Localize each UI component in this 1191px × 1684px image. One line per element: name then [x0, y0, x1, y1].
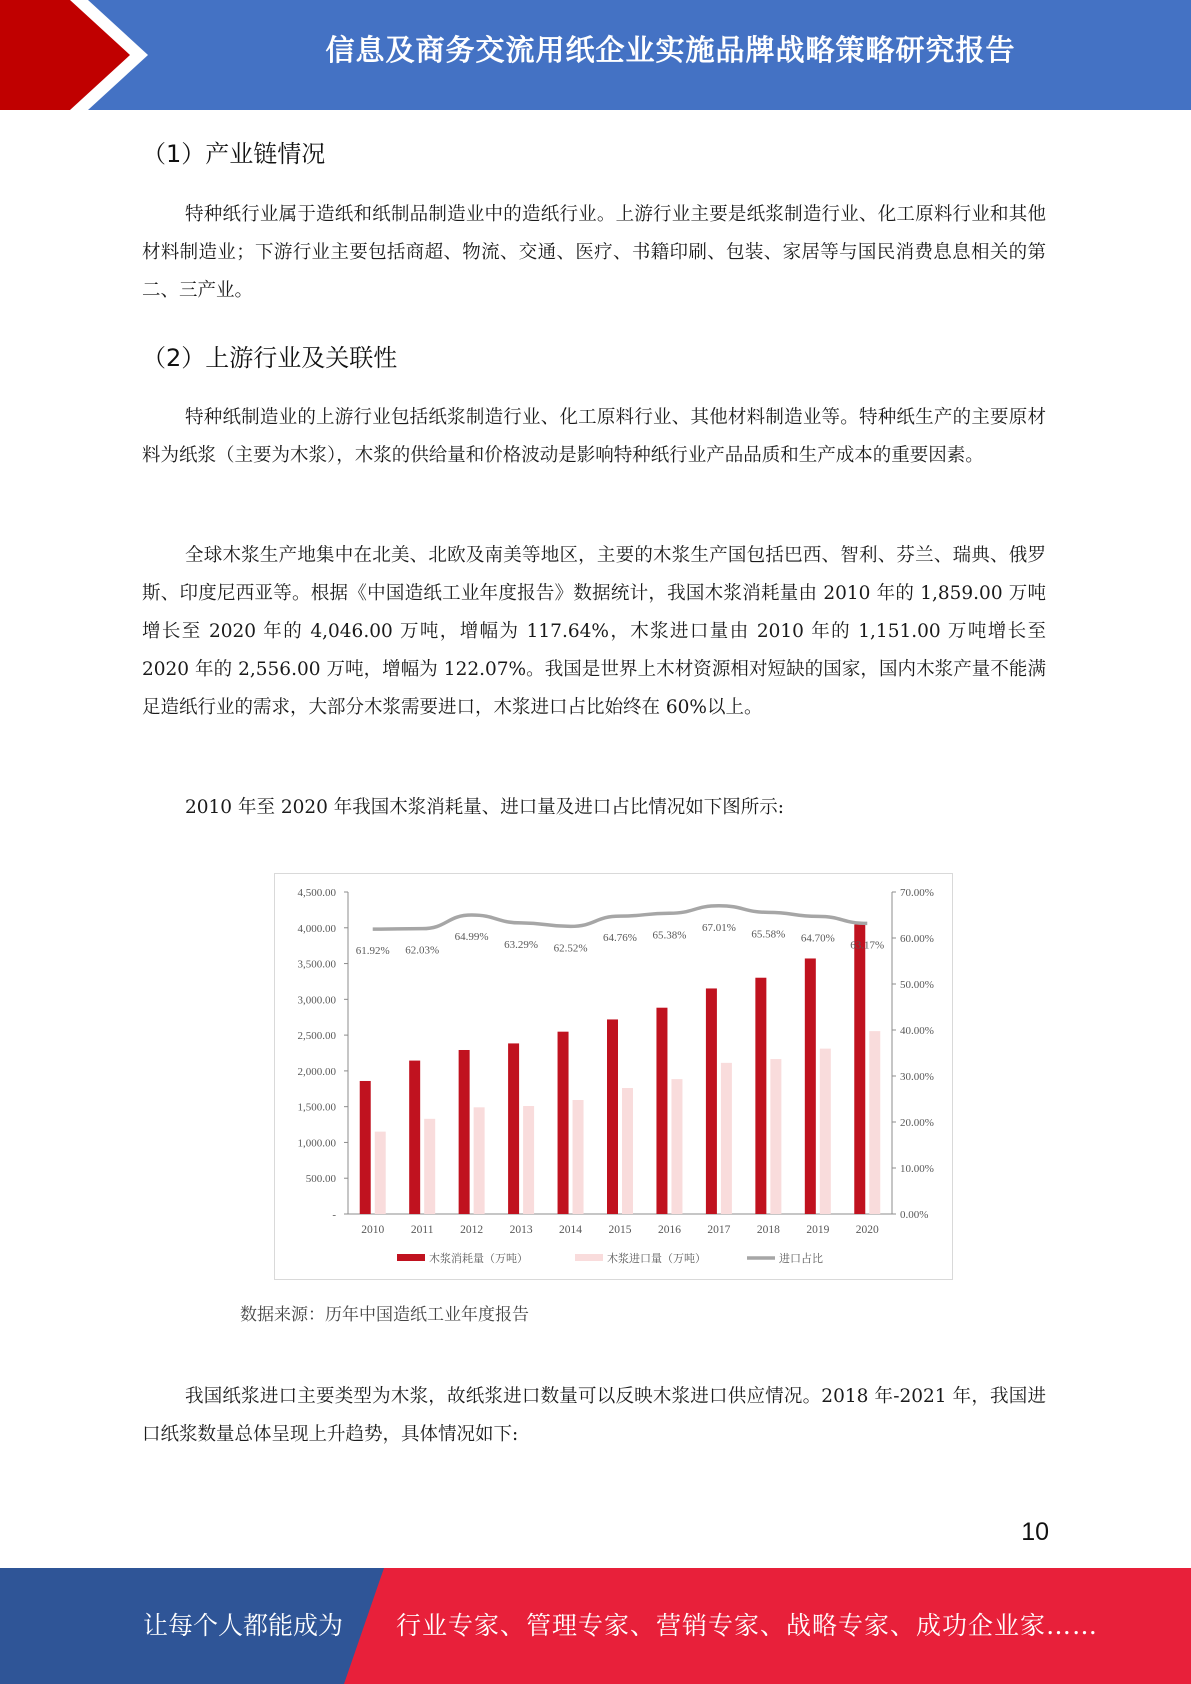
legend-label: 木浆进口量（万吨） [607, 1252, 706, 1265]
bar-consumption [805, 958, 816, 1214]
bar-consumption [508, 1043, 519, 1214]
x-axis-tick-label: 2018 [756, 1224, 780, 1236]
x-axis-tick-label: 2020 [855, 1224, 879, 1236]
bar-consumption [755, 978, 766, 1214]
header-banner [0, 0, 1191, 110]
bar-imports [721, 1063, 732, 1214]
line-import-share [373, 906, 868, 929]
right-axis-tick-label: 20.00% [900, 1117, 934, 1129]
paragraph-global-pulp: 全球木浆生产地集中在北美、北欧及南美等地区，主要的木浆生产国包括巴西、智利、芬兰、瑞典、俄罗斯、印度尼西亚等。根据《中国造纸工业年度报告》数据统计，我国木浆消耗量由 2010 年的 1,859.00 万吨增长至 2020 年的 4,046.00 万吨，增幅为 117.64%，木浆进口量由 2010 年的 1,151.00 万吨增长至 2020 年的 2,556.00 万吨，增幅为 122.07%。我国是世界上木材资源相对短缺的国家，国内木浆产量不能满足造纸行业的需求，大部分木浆需要进口，木浆进口占比始终在 60%以上。 [142, 545, 1046, 718]
bar-imports [474, 1107, 485, 1214]
line-data-label: 62.03% [405, 944, 440, 957]
data-source-note: 数据来源：历年中国造纸工业年度报告 [240, 1305, 529, 1325]
paragraph-chart-intro: 2010 年至 2020 年我国木浆消耗量、进口量及进口占比情况如下图所示: [185, 797, 785, 818]
section-heading-industry-chain: （1）产业链情况 [142, 140, 326, 168]
paragraph-industry-chain: 特种纸行业属于造纸和纸制品制造业中的造纸行业。上游行业主要是纸浆制造行业、化工原料行业和其他材料制造业；下游行业主要包括商超、物流、交通、医疗、书籍印刷、包装、家居等与国民消费息息相关的第二、三产业。 [142, 204, 1046, 301]
left-axis-tick-label: 2,000.00 [297, 1065, 336, 1078]
left-axis-tick-label: 3,500.00 [297, 958, 336, 971]
left-axis-tick-label: 1,000.00 [297, 1137, 336, 1150]
bar-consumption [656, 1008, 667, 1214]
page-number: 10 [1021, 1518, 1049, 1546]
right-axis-tick-label: 70.00% [900, 887, 934, 899]
left-axis-tick-label: 1,500.00 [297, 1101, 336, 1114]
line-data-label: 63.29% [504, 938, 539, 951]
footer-slogan-left: 让每个人都能成为 [143, 1611, 344, 1640]
bar-consumption [607, 1019, 618, 1214]
left-axis-tick-label: 2,500.00 [297, 1030, 336, 1043]
bar-imports [869, 1031, 880, 1214]
bar-consumption [558, 1032, 569, 1214]
legend-label: 木浆消耗量（万吨） [429, 1252, 528, 1265]
header-arrow-decoration [0, 0, 160, 110]
x-axis-tick-label: 2010 [361, 1224, 385, 1236]
right-axis-tick-label: 30.00% [900, 1071, 934, 1083]
left-axis-tick-label: 4,000.00 [297, 922, 336, 935]
x-axis-tick-label: 2012 [460, 1224, 484, 1236]
line-data-label: 67.01% [701, 921, 736, 934]
x-axis-tick-label: 2016 [657, 1224, 681, 1236]
pulp-chart [274, 873, 953, 1280]
right-axis-tick-label: 0.00% [900, 1209, 929, 1221]
left-axis-tick-label: - [332, 1209, 336, 1221]
bar-consumption [706, 988, 717, 1214]
line-data-label: 62.52% [553, 942, 588, 955]
bar-consumption [360, 1081, 371, 1214]
paragraph-upstream: 特种纸制造业的上游行业包括纸浆制造行业、化工原料行业、其他材料制造业等。特种纸生产的主要原材料为纸浆（主要为木浆），木浆的供给量和价格波动是影响特种纸行业产品品质和生产成本的重要因素。 [142, 407, 1046, 466]
x-axis-tick-label: 2015 [608, 1224, 632, 1236]
paragraph-pulp-imports: 我国纸浆进口主要类型为木浆，故纸浆进口数量可以反映木浆进口供应情况。2018 年-2021 年，我国进口纸浆数量总体呈现上升趋势，具体情况如下: [142, 1386, 1046, 1445]
bar-imports [523, 1106, 534, 1214]
bar-imports [820, 1049, 831, 1214]
bar-imports [424, 1119, 435, 1214]
legend-swatch [397, 1254, 425, 1261]
bar-consumption [459, 1050, 470, 1214]
bar-imports [770, 1059, 781, 1214]
x-axis-tick-label: 2019 [806, 1224, 830, 1236]
bar-imports [573, 1100, 584, 1214]
legend-label: 进口占比 [779, 1252, 823, 1265]
line-data-label: 63.17% [850, 939, 885, 952]
report-title: 信息及商务交流用纸企业实施品牌战略策略研究报告 [325, 33, 1016, 67]
x-axis-tick-label: 2011 [410, 1224, 434, 1236]
left-axis-tick-label: 500.00 [305, 1173, 336, 1186]
left-axis-tick-label: 4,500.00 [297, 887, 336, 899]
line-data-label: 64.76% [603, 932, 637, 945]
footer-slogan-right: 行业专家、管理专家、营销专家、战略专家、成功企业家…… [396, 1611, 1099, 1640]
bar-consumption [854, 924, 865, 1214]
bar-consumption [409, 1061, 420, 1214]
section-heading-upstream: （2）上游行业及关联性 [142, 344, 398, 372]
legend-swatch [575, 1254, 603, 1261]
right-axis-tick-label: 40.00% [900, 1025, 934, 1037]
footer-banner [0, 1568, 1191, 1684]
x-axis-tick-label: 2014 [559, 1224, 583, 1236]
x-axis-tick-label: 2013 [509, 1224, 533, 1236]
right-axis-tick-label: 60.00% [900, 933, 934, 945]
line-data-label: 64.70% [800, 932, 835, 945]
line-data-label: 65.58% [751, 928, 786, 941]
right-axis-tick-label: 10.00% [900, 1163, 934, 1175]
right-axis-tick-label: 50.00% [900, 979, 934, 991]
bar-imports [375, 1132, 386, 1214]
left-axis-tick-label: 3,000.00 [297, 994, 336, 1007]
bar-imports [671, 1079, 682, 1214]
line-data-label: 61.92% [355, 945, 390, 958]
line-data-label: 65.38% [652, 929, 687, 942]
line-data-label: 64.99% [454, 931, 489, 944]
bar-imports [622, 1088, 633, 1214]
x-axis-tick-label: 2017 [707, 1224, 731, 1236]
pulp-chart-svg [275, 874, 952, 1279]
